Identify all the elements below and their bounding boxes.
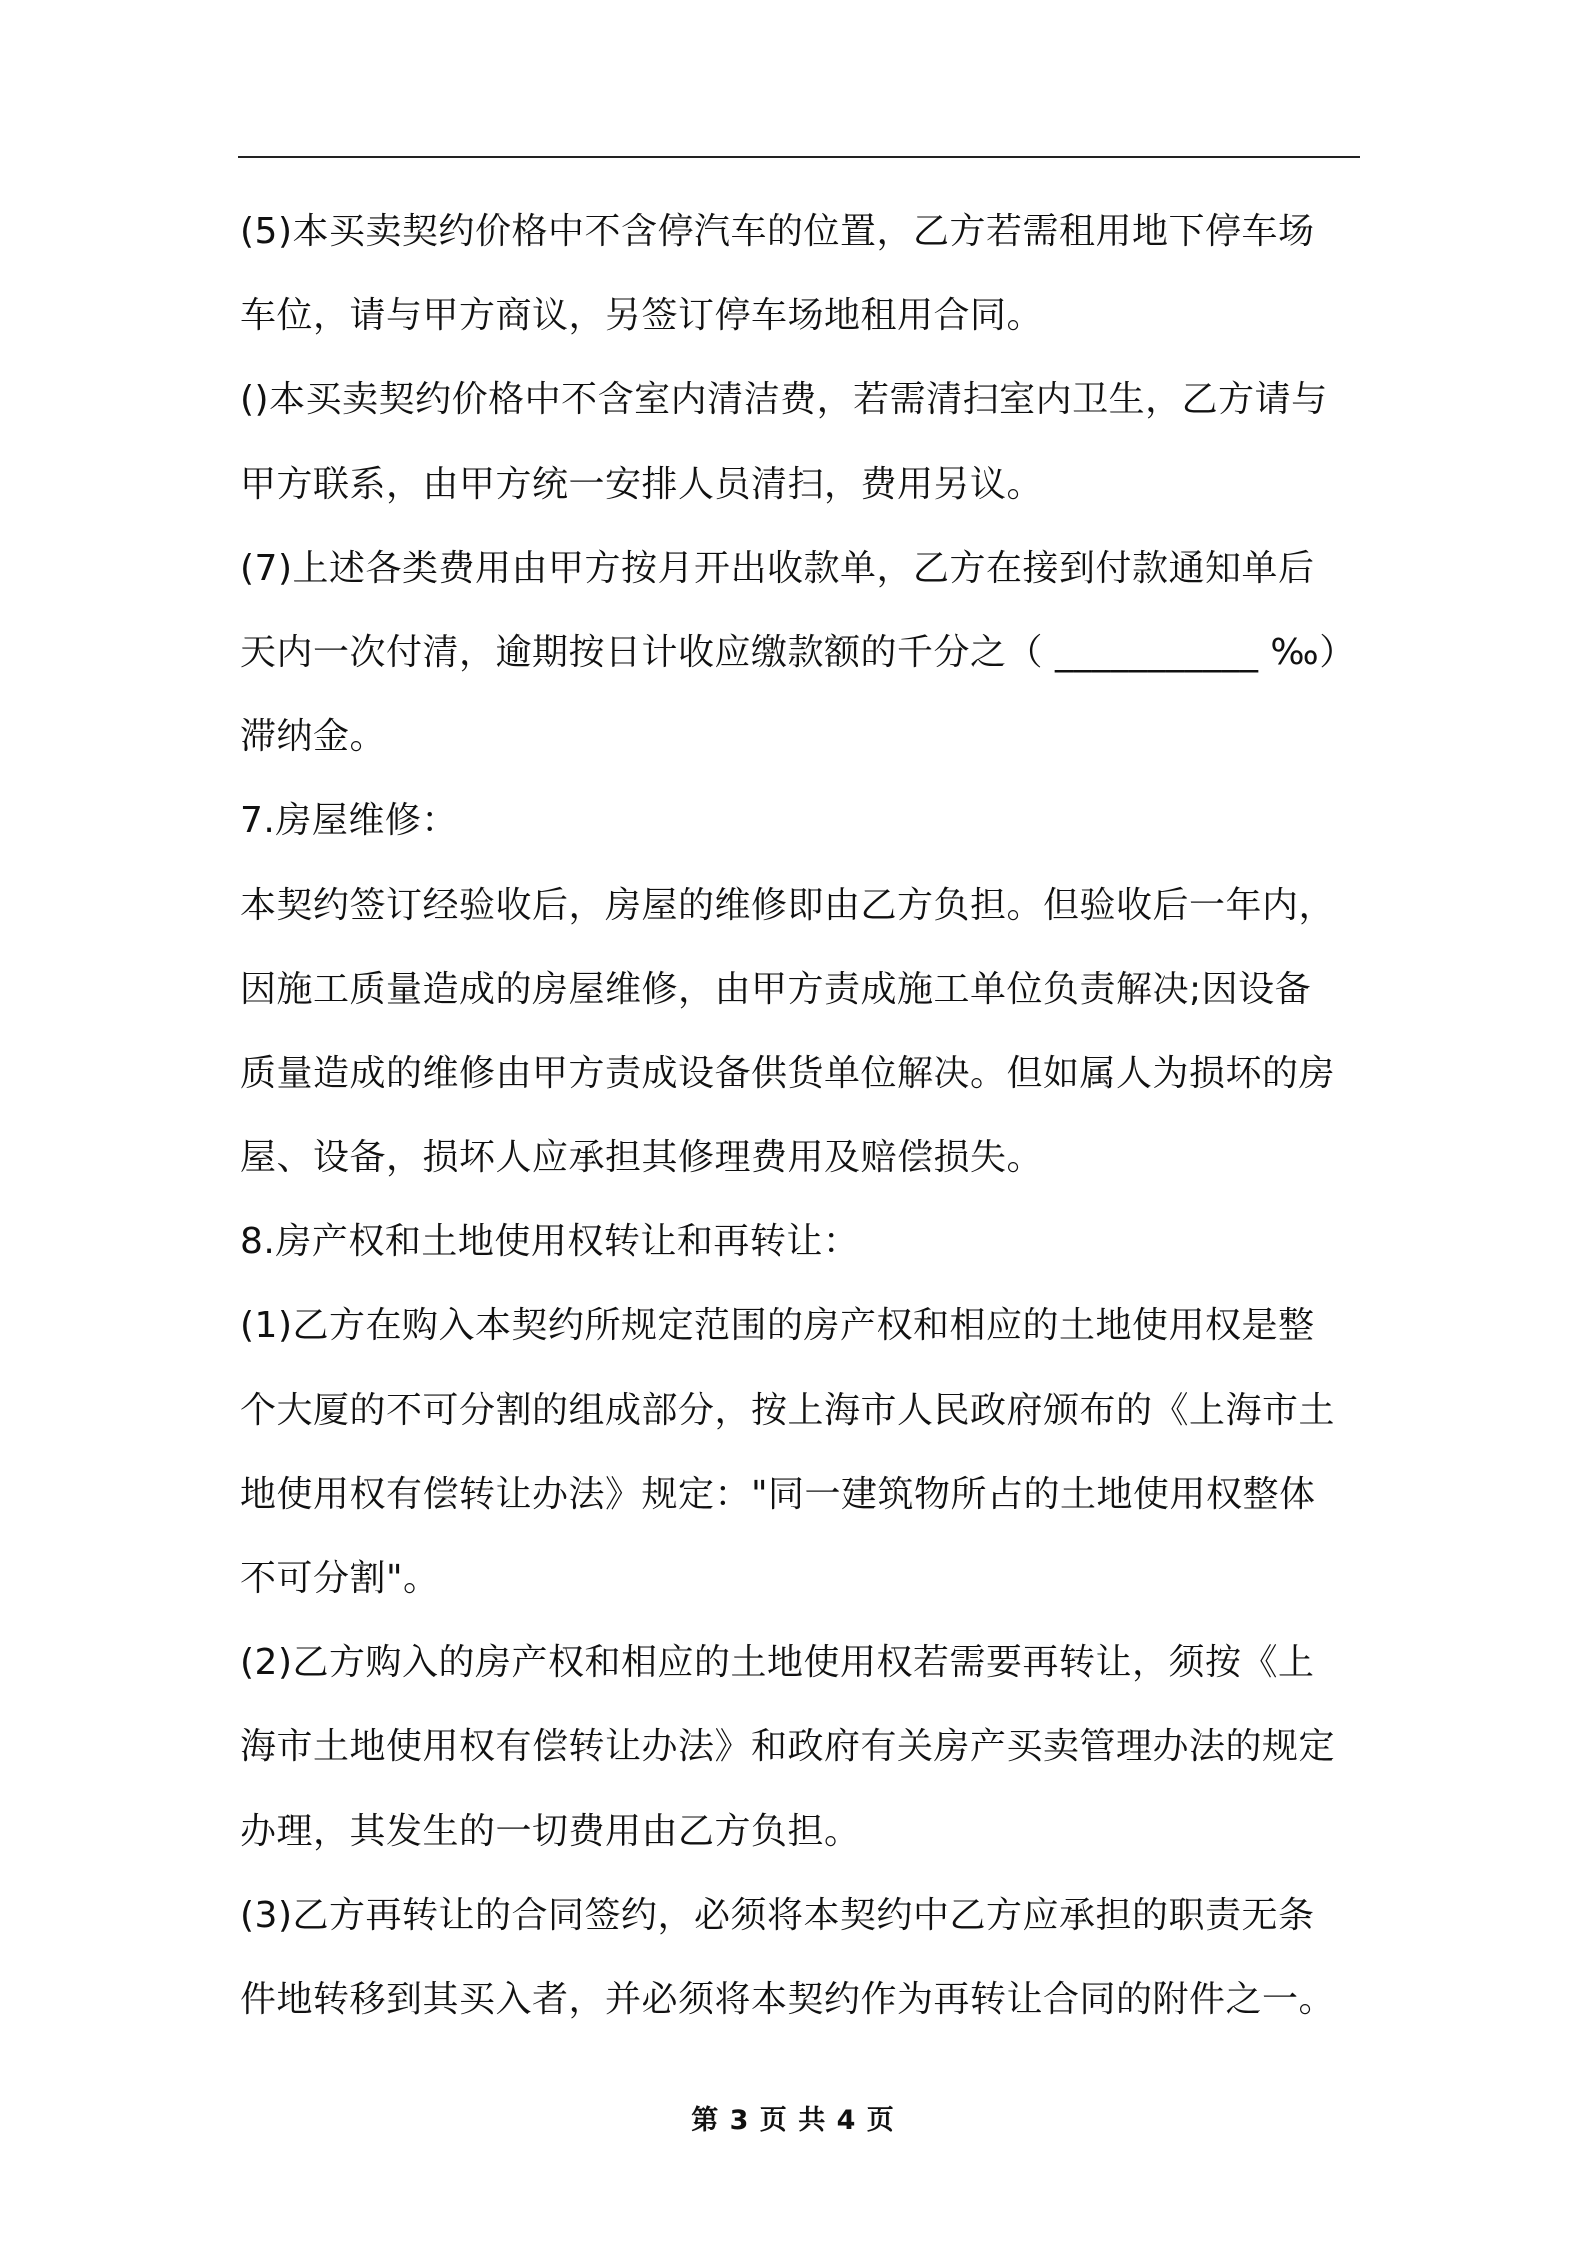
section-heading: 8.房产权和土地使用权转让和再转让： <box>240 1221 860 1263</box>
text-line: (1)乙方在购入本契约所规定范围的房产权和相应的土地使用权是整 <box>240 1305 1315 1347</box>
text-line: 不可分割"。 <box>240 1558 440 1599</box>
text-line: (2)乙方购入的房产权和相应的土地使用权若需要再转让，须按《上 <box>240 1642 1315 1684</box>
text-line: 本契约签订经验收后，房屋的维修即由乙方负担。但验收后一年内， <box>240 884 1336 926</box>
text-line: 滞纳金。 <box>240 716 387 758</box>
header-rule <box>238 156 1360 158</box>
text-line: 海市土地使用权有偿转让办法》和政府有关房产买卖管理办法的规定 <box>240 1726 1336 1768</box>
text-line: 件地转移到其买入者，并必须将本契约作为再转让合同的附件之一。 <box>240 1978 1336 2020</box>
text-line: 因施工质量造成的房屋维修，由甲方责成施工单位负责解决;因设备 <box>240 968 1312 1010</box>
text-line: 甲方联系，由甲方统一安排人员清扫，费用另议。 <box>240 463 1044 505</box>
text-line: 屋、设备，损坏人应承担其修理费用及赔偿损失。 <box>240 1137 1044 1179</box>
section-heading: 7.房屋维修： <box>240 800 458 842</box>
text-line: 天内一次付清，逾期按日计收应缴款额的千分之（ ___________ ‰） <box>240 631 1356 673</box>
text-line: 质量造成的维修由甲方责成设备供货单位解决。但如属人为损坏的房 <box>240 1052 1336 1094</box>
text-line: (3)乙方再转让的合同签约，必须将本契约中乙方应承担的职责无条 <box>240 1894 1315 1936</box>
text-line: 办理，其发生的一切费用由乙方负担。 <box>240 1810 861 1852</box>
text-line: 车位，请与甲方商议，另签订停车场地租用合同。 <box>240 295 1044 337</box>
page-number: 第 3 页 共 4 页 <box>691 2105 895 2136</box>
document-body <box>240 190 1360 2042</box>
text-line: 地使用权有偿转让办法》规定："同一建筑物所占的土地使用权整体 <box>240 1473 1316 1515</box>
text-line: ()本买卖契约价格中不含室内清洁费，若需清扫室内卫生，乙方请与 <box>240 379 1328 421</box>
text-line: (5)本买卖契约价格中不含停汽车的位置，乙方若需租用地下停车场 <box>240 211 1315 252</box>
text-line: 个大厦的不可分割的组成部分，按上海市人民政府颁布的《上海市土 <box>240 1389 1336 1431</box>
text-line: (7)上述各类费用由甲方按月开出收款单，乙方在接到付款通知单后 <box>240 547 1315 589</box>
